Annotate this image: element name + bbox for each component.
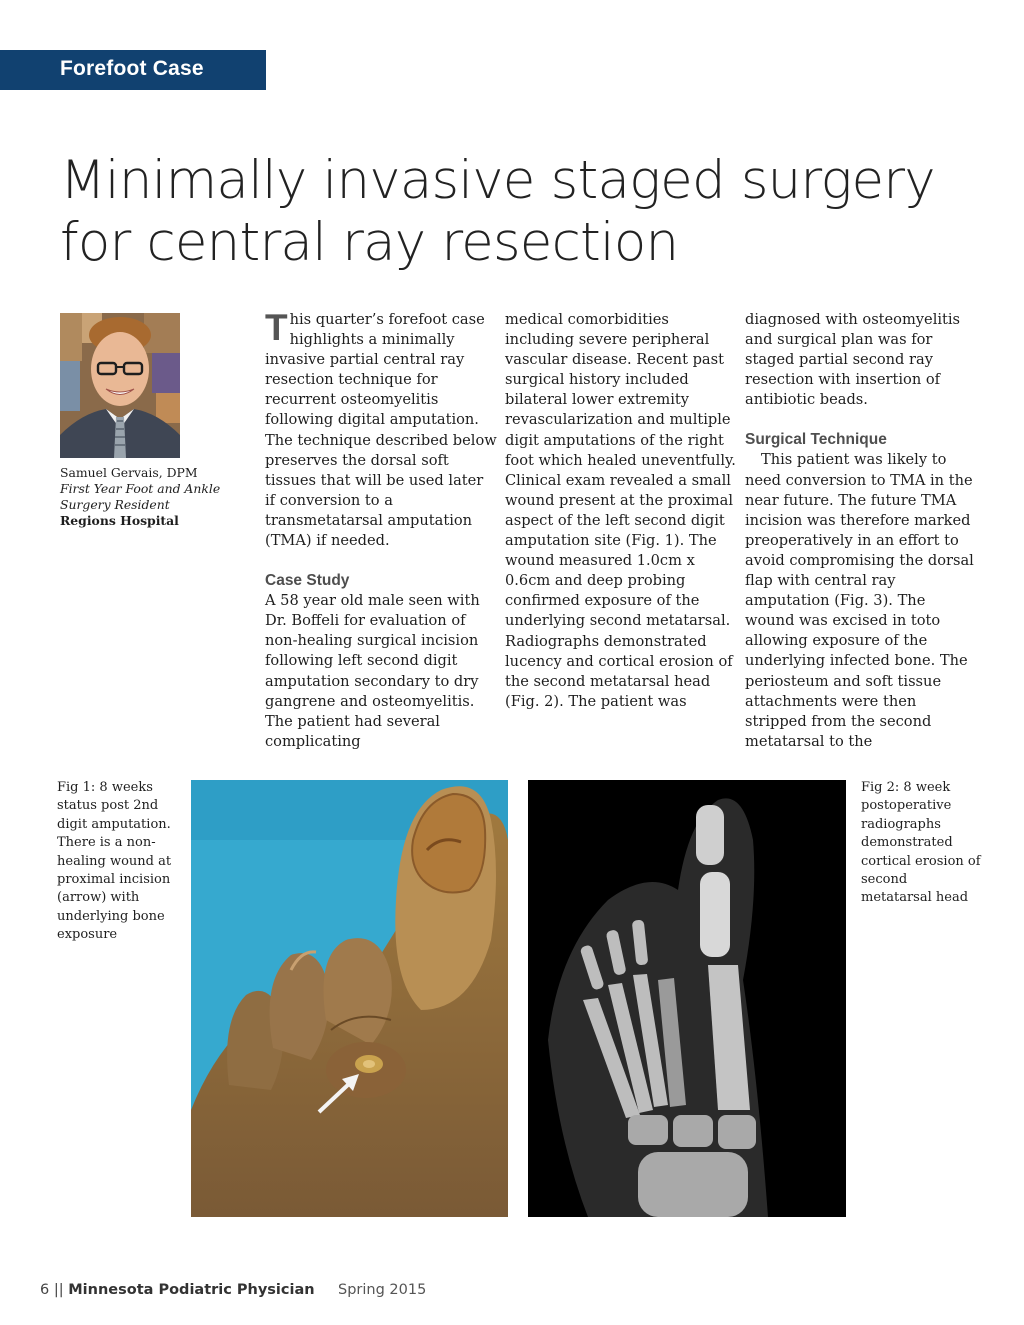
author-name: Samuel Gervais, DPM <box>60 465 198 480</box>
intro-text: his quarter’s forefoot case highlights a minimally invasive partial central ray resection technique for recurrent osteomyelitis following digital amputation. The technique described below preserves the dorsal soft tissues that will be used later if conversion to a transmetatarsal amputation (TMA) if needed. <box>265 311 497 550</box>
article-title-line-2: for central ray resection <box>60 212 679 273</box>
article-title-line-1: Minimally invasive staged surgery <box>60 150 935 211</box>
intro-paragraph <box>265 307 497 551</box>
case-study-text: A 58 year old male seen with Dr. Boffeli for evaluation of non-healing surgical incision following left second digit amputation secondary to dry gangrene and osteomyelitis. The patient had several complicating <box>265 592 480 750</box>
foot-xray-image <box>528 780 846 1217</box>
article-column-1 <box>265 307 497 752</box>
page-footer <box>40 1282 427 1298</box>
section-banner-label: Forefoot Case <box>60 57 204 80</box>
case-study-heading: Case Study <box>265 572 350 590</box>
author-info <box>60 465 240 529</box>
author-organization: Regions Hospital <box>60 513 179 528</box>
case-study-text-continued: medical comorbidities including severe peripheral vascular disease. Recent past surgical history included bilateral lower extremity revascularization and multiple digit amputations of the right foot which healed uneventfully. Clinical exam revealed a small wound present at the proximal aspect of the left second digit amputation site (Fig. 1). The wound measured 1.0cm x 0.6cm and deep probing confirmed exposure of the underlying second metatarsal. Radiographs demonstrated lucency and cortical erosion of the second metatarsal head (Fig. 2). The patient was <box>505 311 736 710</box>
article-column-2 <box>505 310 737 712</box>
figure-1-clinical-photo <box>191 780 508 1217</box>
author-role-line-1: First Year Foot and Ankle <box>60 481 221 496</box>
section-banner <box>0 50 266 90</box>
article-column-3 <box>745 310 977 752</box>
figure-1-caption: Fig 1: 8 weeks status post 2nd digit amputation. There is a non-healing wound at proximal incision (arrow) with underlying bone exposure <box>57 780 172 943</box>
foot-wound-photo <box>191 780 508 1217</box>
case-study-text-end: diagnosed with osteomyelitis and surgical plan was for staged partial second ray resection with insertion of antibiotic beads. <box>745 311 961 409</box>
figure-2-radiograph <box>528 780 846 1217</box>
author-role-line-2: Surgery Resident <box>60 497 170 512</box>
publication-name: Minnesota Podiatric Physician <box>68 1282 315 1298</box>
author-portrait <box>60 313 180 458</box>
article-title <box>60 150 980 274</box>
drop-cap: T <box>265 307 288 348</box>
figure-2-caption: Fig 2: 8 week postoperative radiographs demonstrated cortical erosion of second metatarsal head <box>861 780 981 906</box>
page-number: 6 <box>40 1282 50 1298</box>
author-portrait-image <box>60 313 180 458</box>
footer-separator: || <box>53 1282 64 1298</box>
surgical-technique-heading: Surgical Technique <box>745 431 887 449</box>
issue-season: Spring 2015 <box>338 1282 427 1298</box>
surgical-technique-text: This patient was likely to need conversion to TMA in the near future. The future TMA incision was therefore marked preoperatively in an effort to avoid compromising the dorsal flap with central ray amputation (Fig. 3). The wound was excised in toto allowing exposure of the underlying infected bone. The periosteum and soft tissue attachments were then stripped from the second metatarsal to the <box>745 451 974 750</box>
